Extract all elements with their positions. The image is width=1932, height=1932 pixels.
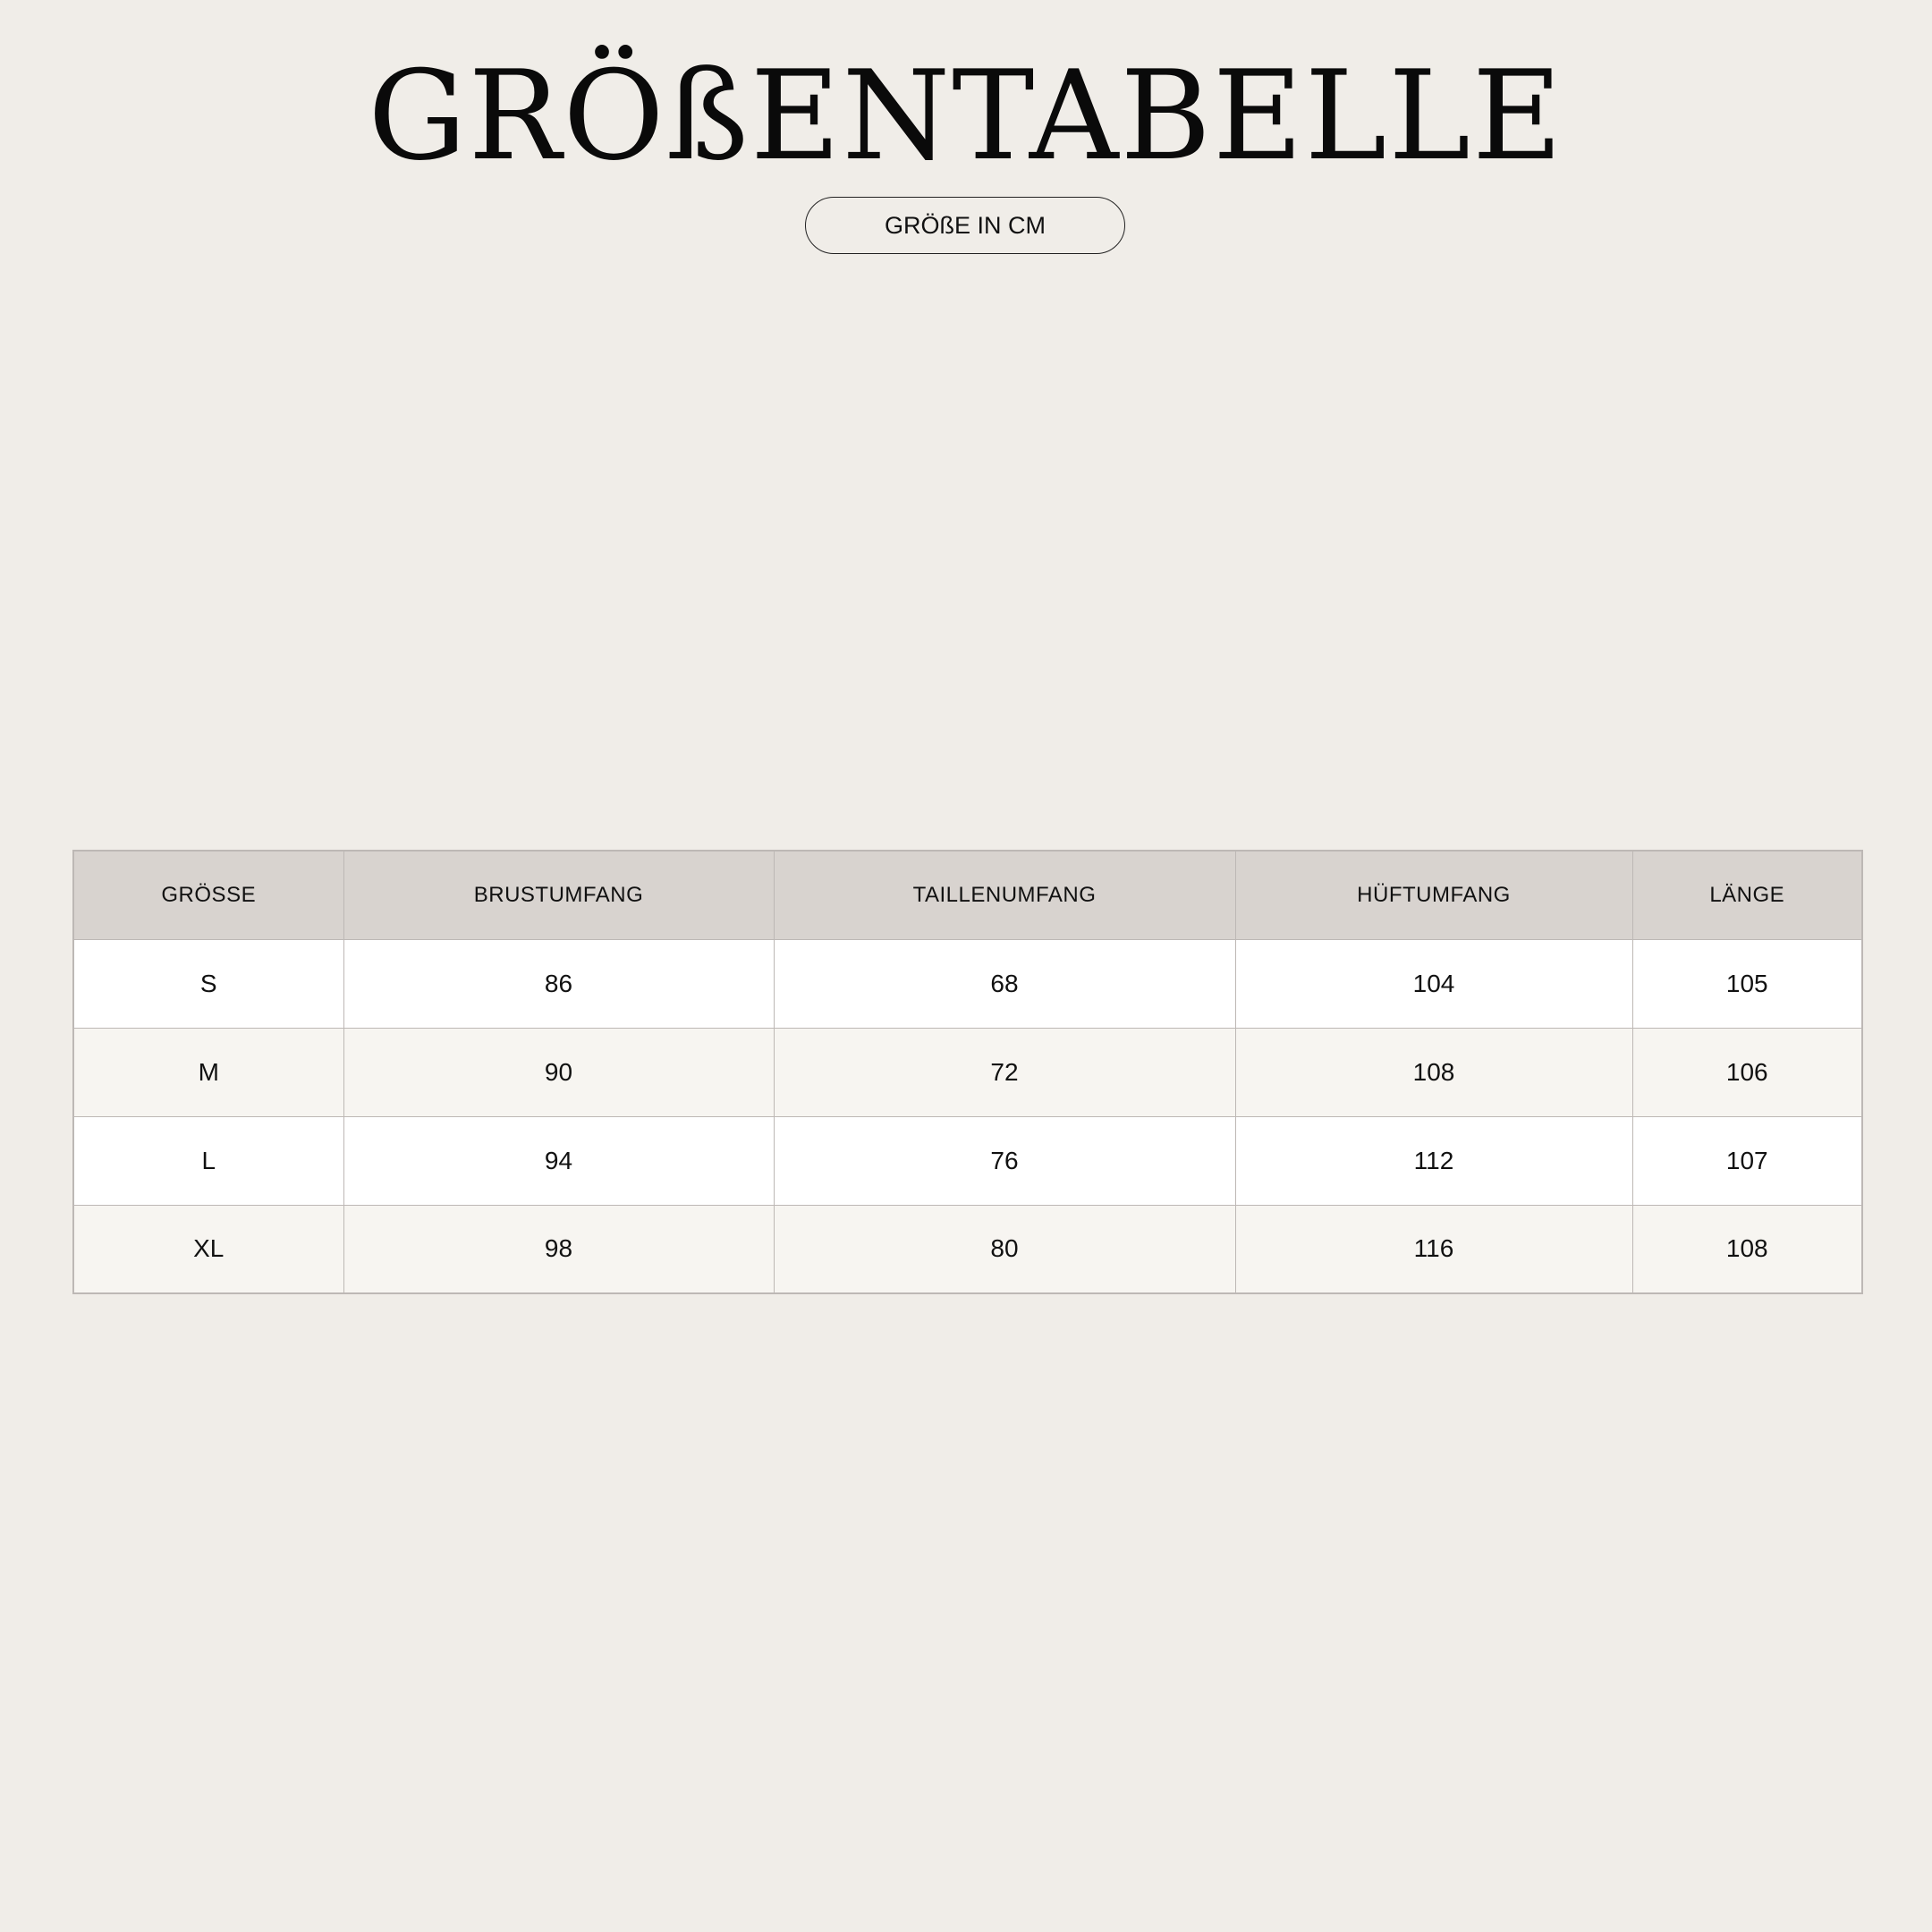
cell-length: 105 <box>1632 939 1862 1028</box>
size-table <box>72 850 1863 1294</box>
cell-length: 106 <box>1632 1028 1862 1116</box>
cell-waist: 72 <box>774 1028 1235 1116</box>
cell-hip: 104 <box>1235 939 1632 1028</box>
table-row <box>73 1205 1862 1293</box>
cell-size: L <box>73 1116 343 1205</box>
header-length: LÄNGE <box>1632 851 1862 939</box>
cell-chest: 86 <box>343 939 774 1028</box>
header-hip: HÜFTUMFANG <box>1235 851 1632 939</box>
cell-size: S <box>73 939 343 1028</box>
page-title: GRÖßENTABELLE <box>368 44 1564 188</box>
cell-hip: 116 <box>1235 1205 1632 1293</box>
cell-length: 108 <box>1632 1205 1862 1293</box>
table-row <box>73 1116 1862 1205</box>
header-waist: TAILLENUMFANG <box>774 851 1235 939</box>
cell-waist: 68 <box>774 939 1235 1028</box>
cell-size: XL <box>73 1205 343 1293</box>
cell-chest: 94 <box>343 1116 774 1205</box>
cell-waist: 80 <box>774 1205 1235 1293</box>
unit-badge: GRÖßE IN CM <box>805 197 1125 254</box>
cell-hip: 112 <box>1235 1116 1632 1205</box>
header-size: GRÖSSE <box>73 851 343 939</box>
table-row <box>73 1028 1862 1116</box>
cell-hip: 108 <box>1235 1028 1632 1116</box>
cell-length: 107 <box>1632 1116 1862 1205</box>
cell-chest: 98 <box>343 1205 774 1293</box>
cell-size: M <box>73 1028 343 1116</box>
table-row <box>73 939 1862 1028</box>
header-chest: BRUSTUMFANG <box>343 851 774 939</box>
table-header-row <box>73 851 1862 939</box>
cell-chest: 90 <box>343 1028 774 1116</box>
cell-waist: 76 <box>774 1116 1235 1205</box>
